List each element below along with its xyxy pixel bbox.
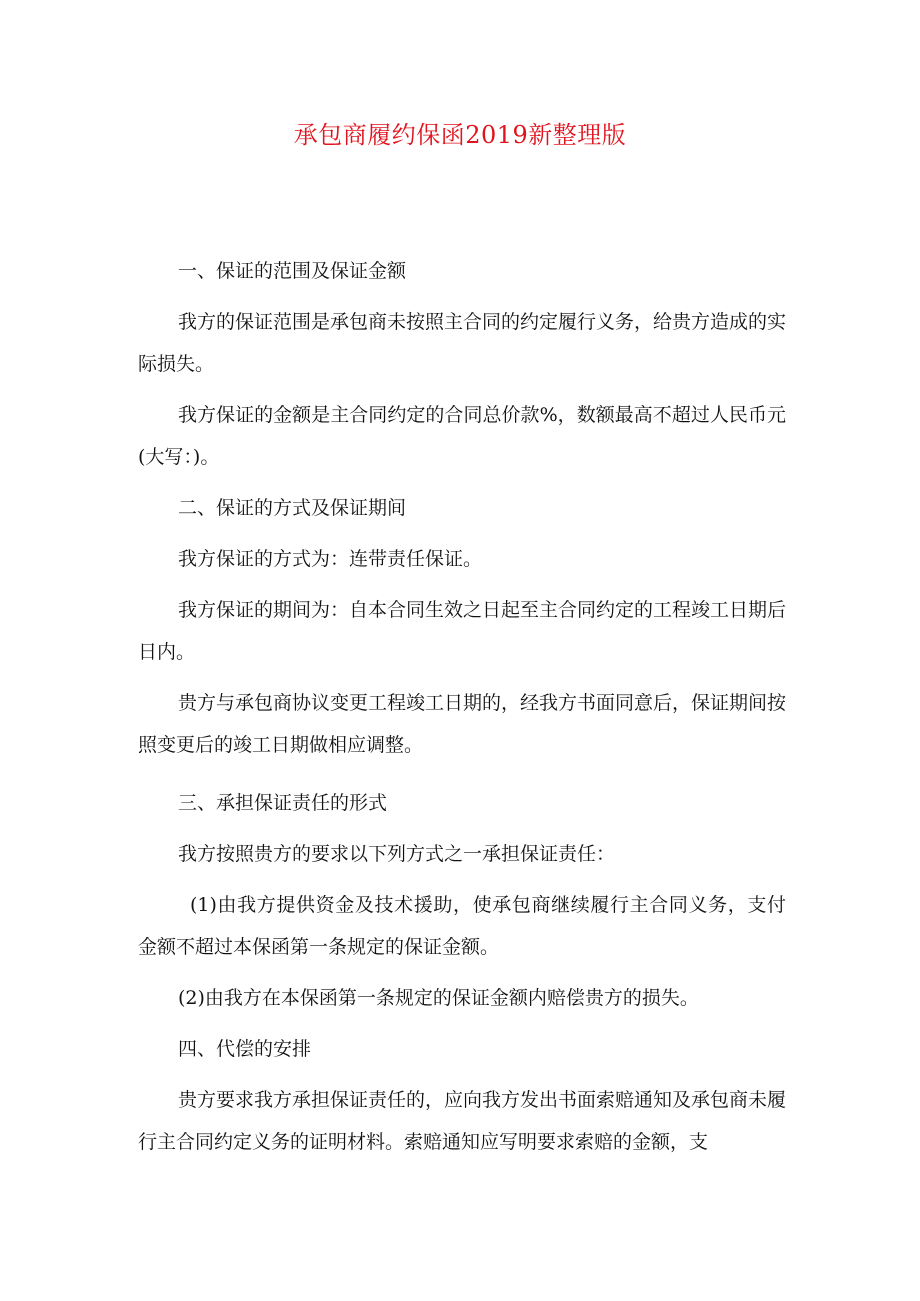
paragraph-guarantee-method: 我方保证的方式为：连带责任保证。 bbox=[178, 548, 483, 570]
section-heading-3: 三、承担保证责任的形式 bbox=[178, 792, 388, 814]
paragraph-guarantee-amount: 我方保证的金额是主合同约定的合同总价款%，数额最高不超过人民币元(大写：)。 bbox=[138, 404, 786, 468]
section-heading-4: 四、代偿的安排 bbox=[178, 1038, 312, 1060]
paragraph-liability-forms: 我方按照贵方的要求以下列方式之一承担保证责任： bbox=[178, 843, 616, 865]
section-heading-1: 一、保证的范围及保证金额 bbox=[178, 260, 407, 282]
paragraph-period-adjustment: 贵方与承包商协议变更工程竣工日期的，经我方书面同意后，保证期间按照变更后的竣工日期做相应调整。 bbox=[138, 692, 787, 756]
document-body bbox=[138, 250, 786, 1168]
paragraph-guarantee-scope: 我方的保证范围是承包商未按照主合同的约定履行义务，给贵方造成的实际损失。 bbox=[138, 311, 787, 375]
paragraph-claim-arrangement: 贵方要求我方承担保证责任的，应向我方发出书面索赔通知及承包商未履行主合同约定义务的证明材料。索赔通知应写明要求索赔的金额，支 bbox=[138, 1089, 787, 1153]
list-item-2: (2)由我方在本保函第一条规定的保证金额内赔偿贵方的损失。 bbox=[178, 987, 699, 1009]
document-title: 承包商履约保函2019新整理版 bbox=[293, 121, 627, 149]
list-item-1: (1)由我方提供资金及技术援助，使承包商继续履行主合同义务，支付金额不超过本保函第一条规定的保证金额。 bbox=[138, 894, 786, 958]
paragraph-guarantee-period: 我方保证的期间为：自本合同生效之日起至主合同约定的工程竣工日期后日内。 bbox=[138, 599, 787, 663]
section-heading-2: 二、保证的方式及保证期间 bbox=[178, 497, 407, 519]
